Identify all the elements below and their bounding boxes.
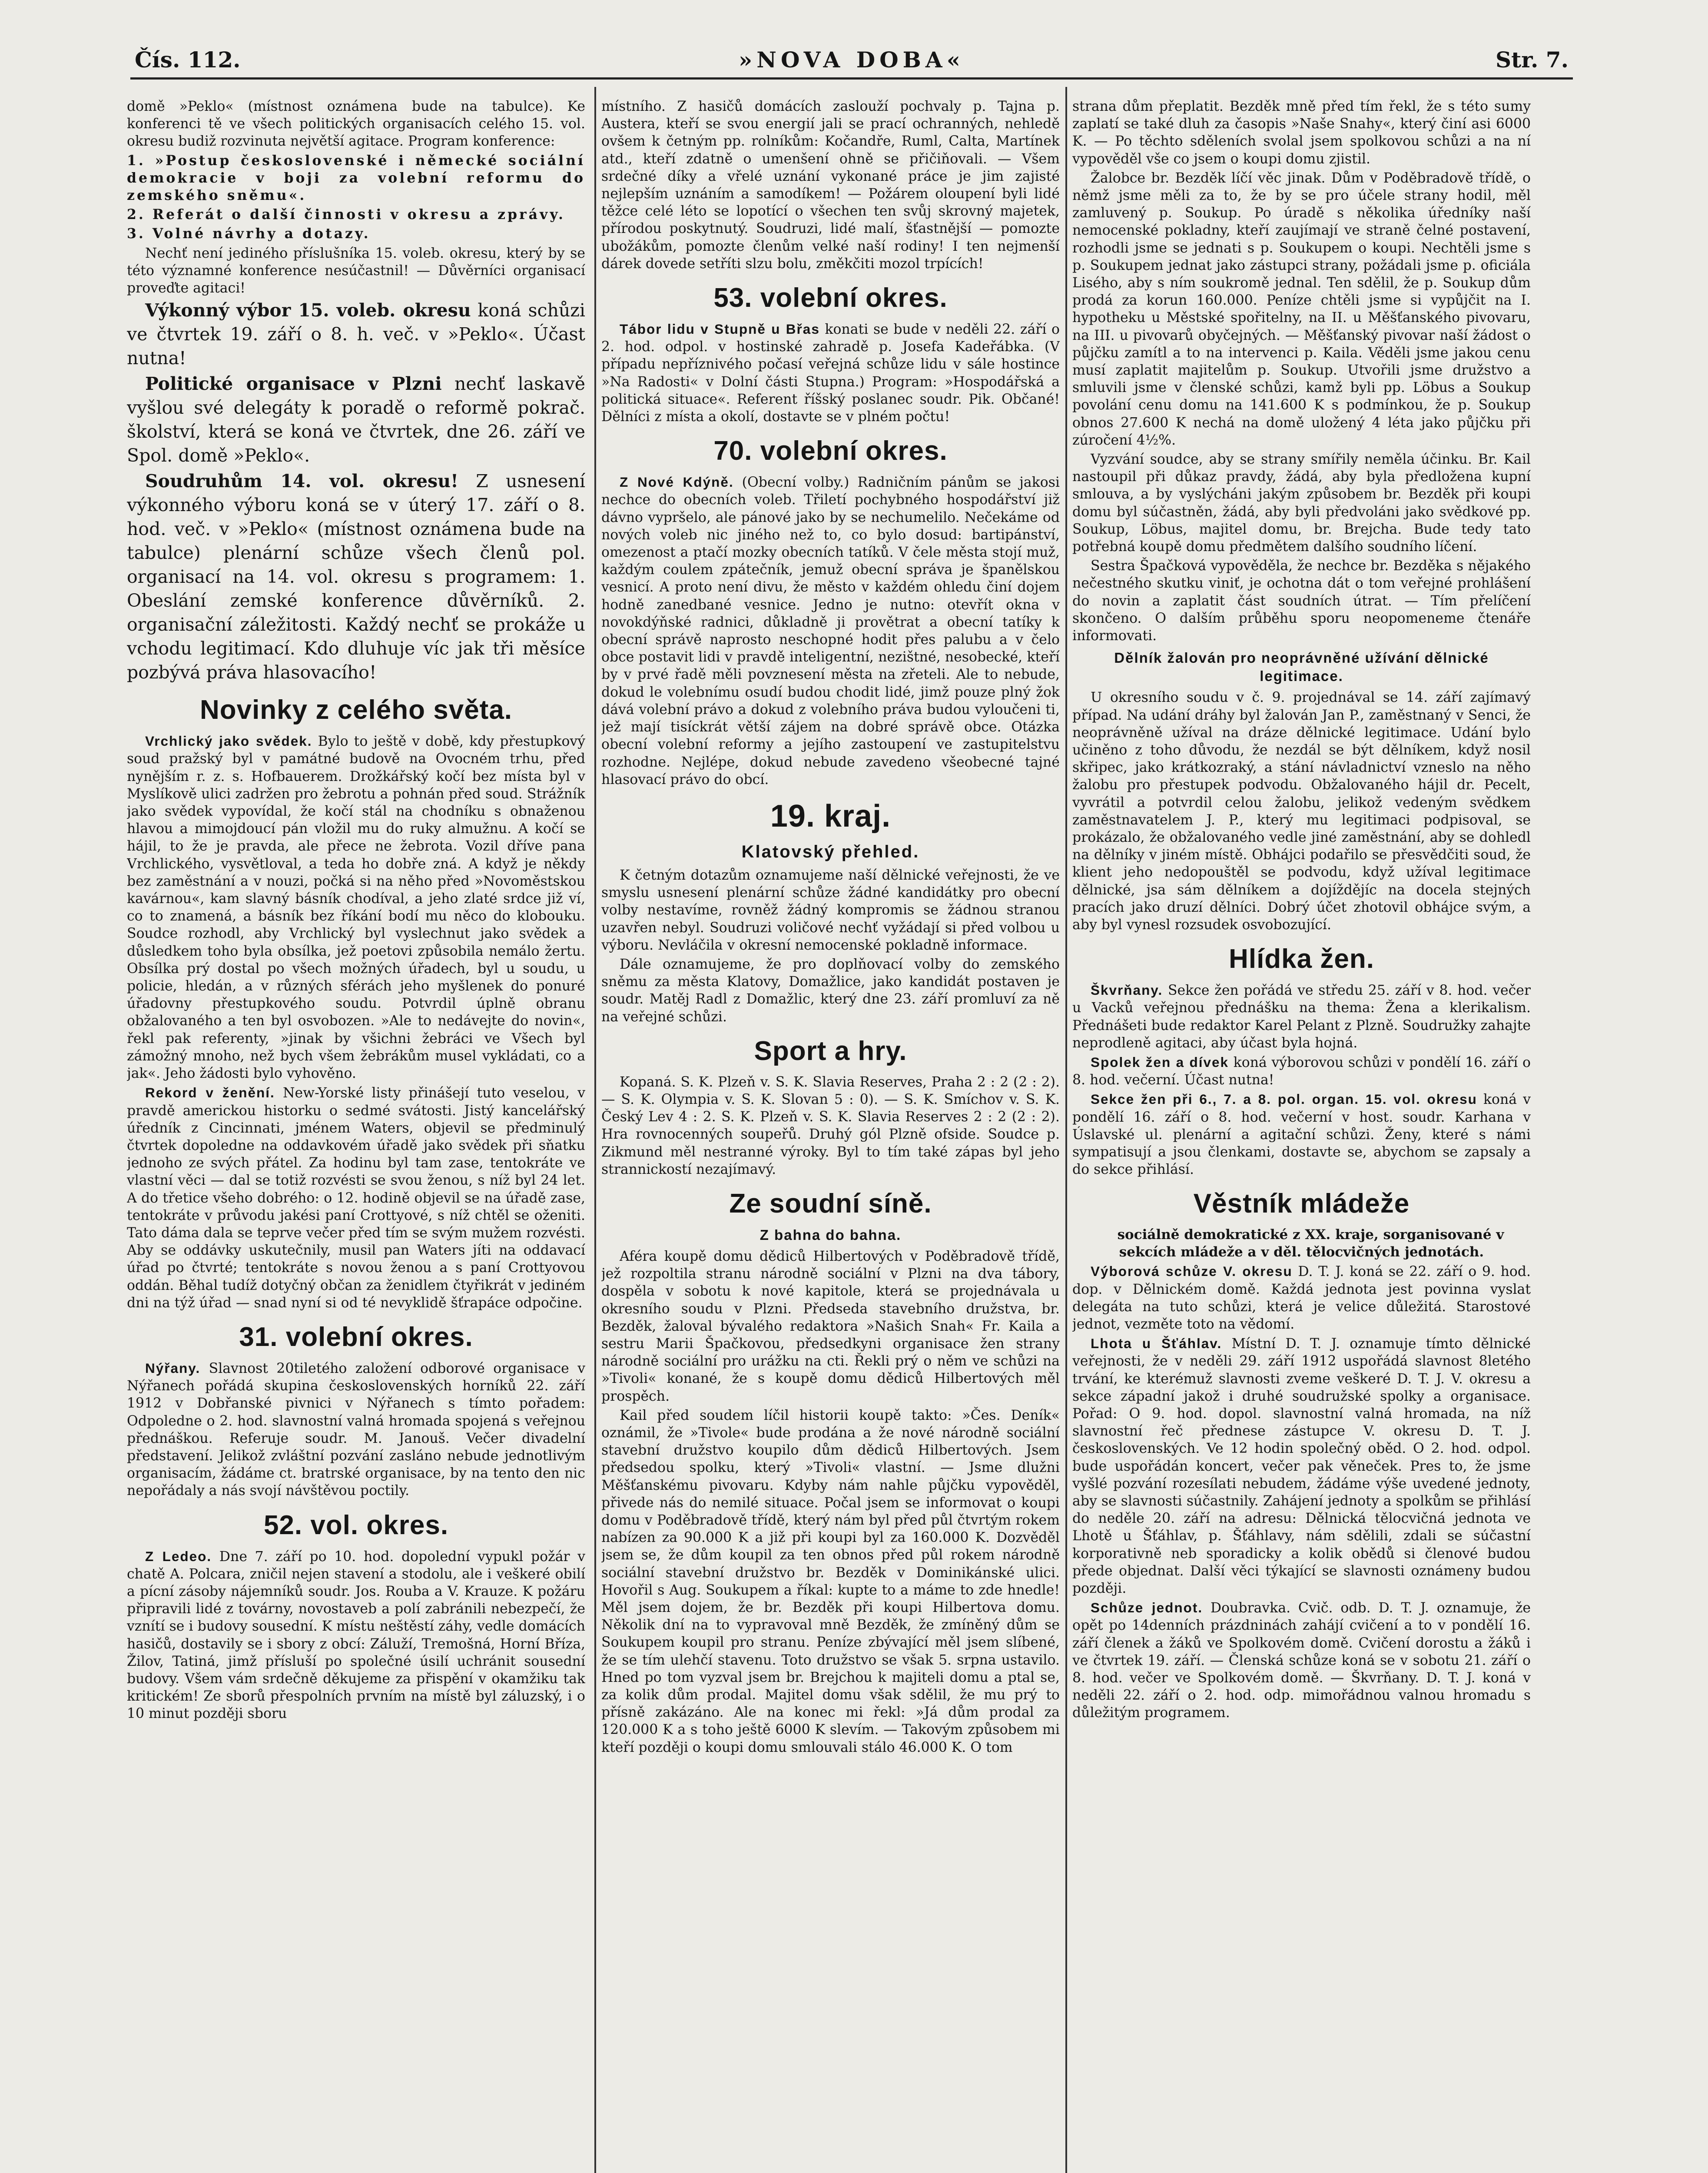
article-paragraph: domě »Peklo« (místnost oznámena bude na tabulce). Ke konferenci tě ve všech politických organisacích celého 15. vol. okresu budiž rozvinuta největší agitace. Program konference: <box>127 99 585 150</box>
section-heading: 31. volební okres. <box>239 1322 473 1352</box>
news-item: Schůze jednot. Doubravka. Cvič. odb. D. T. J. oznamuje, že opět po 14denních prázdninách zahájí cvičení a to v pondělí 16. září členek a žáků ve Spolkovém domě. Cvičení dorostu a žáků i ve čtvrtek 19. září. — Členská schůze koná se v sobotu 21. září o 8. hod. večer ve Spolkovém domě. — Škvrňany. D. T. J. koná v neděli 22. září o 2. hod. odp. mimořádnou valnou hromadu s důležitým programem. <box>1072 1600 1531 1721</box>
article-paragraph: Kail před soudem líčil historii koupě takto: »Čes. Deník« oznámil, že »Tivole« bude prodána a že nové národně sociální stavební družstvo koupilo dům dědiců Hilbertových. Jsem předsedou spolku, který »Tivoli« vlastní. — Jsme dlužni Měšťanskému pivovaru. Kdyby nám nahle půjčku vypověděl, přivede nás do nemilé situace. Počal jsem se informovat o koupi domu v Poděbradově třídě, který nám byl před půl čtvrtým rokem nabízen za 90.000 K a již při koupi byl za 160.000 K. Dozvěděl jsem se, že dům koupil za ten obnos před půl rokem národně sociální stavební družstvo br. Bezděk v Dominikánské ulici. Hovořil s Aug. Soukupem a říkal: kupte to a máme to zde hnedle! Měl jsem dojem, že br. Bezděk při koupi Hilbertova domu. Několik dní na to vypravoval mně Bezděk, že zmíněný dům se Soukupem koupil pro stranu. Peníze zbývající měl jsem slíbené, že se tím ulehčí stavenu. Toto družstvo se však 5. srpna ustavilo. Hned po tom vyzval jsem br. Brejchou k majiteli domu a ptal se, za kolik dům prodal. Majitel domu však sdělil, že mu prý to přísně zakázáno. Ale na konec mi řekl: »Já dům prodal za 120.000 K a s toho ještě 6000 K slevím. — Takovým způsobem mi kteří později o koupi domu smlouvali stálo 46.000 K. O tom <box>601 1407 1060 1755</box>
news-item: Výborová schůze V. okresu D. T. J. koná se 22. září o 9. hod. dop. v Dělnickém domě. Každá jednota jest povinna vyslat delegáta na tuto schůzi, která je velice důležitá. Starostové jednot, vezměte toto na vědomí. <box>1072 1263 1531 1332</box>
news-item: Z Nové Kdýně. (Obecní volby.) Radničním pánům se jakosi nechce do obecních voleb. Třiletí pochybného hospodářství již dávno vypršelo, ale pánové jako by se nechumelilo. Nečekáme od nových voleb nic jiného než to, co bylo dosud: bartipánství, omezenost a ptačí mozky obecních tatíků. V čele města stojí muž, každým coulem zpátečník, jemuž obecní správa je španělskou vesnicí. A proto není divu, že město v každém ohledu činí dojem hodně zanedbané vesnice. Jedno je nutno: otevřít okna v novokdýňské radnici, důkladně ji provětrat a obecní tatíky k obecní správě naprosto neschopné hodit přes palubu a v čelo obce postavit lidi v pravdě inteligentní, nezištné, nesobecké, kteří by v prvé řadě měli povznesení města na zřeteli. Ale to nebude, dokud le volebnímu osudí budou chodit lidé, jimž pouze plný žok dává volební právo a dokud z volebního práva budou vyloučeni ti, jež mají tisíckrát větší zájem na dobré správě obce. Otázka obecní volební reformy a jejího zastoupení ve zastupitelstvu rozhodne. Nejlépe, dokud nebude zavedeno všeobecné tajné hlasovací právo do obcí. <box>601 474 1060 787</box>
section-heading: Ze soudní síně. <box>729 1188 932 1219</box>
news-item: Z Ledeo. Dne 7. září po 10. hod. dopolední vypukl požár v chatě A. Polcara, zničil nejen stavení a stodolu, ale i veškeré obilí a pícní zásoby nájemníků soudr. Jos. Rouba a V. Krauze. K požáru připravili lidé z továrny, novostaveb a polí zabránili nebezpečí, že vznítí se i budovy sousední. K místu neštěstí záhy, vedle domácích hasičů, dostavily se i sbory z obcí: Záluží, Tremošná, Horní Bříza, Žilov, Tatiná, jimž přísluší po společné úsilí uchránit sousední budovy. Všem vám srdečně děkujeme za přispění v okamžiku tak kritickém! Ze sborů přespolních prvním na místě byl záluzský, i o 10 minut později sboru <box>127 1548 585 1722</box>
article-paragraph: Nechť není jediného příslušníka 15. voleb. okresu, který by se této významné konference nesúčastnil! — Důvěrníci organisací proveďte agitaci! <box>127 245 585 296</box>
program-item: 2. Referát o další činnosti v okresu a zprávy. <box>127 206 566 223</box>
program-item: 1. »Postup československé i německé sociální demokracie v boji za volební reformu do zemského sněmu«. <box>127 152 585 204</box>
article-paragraph: Vyzvání soudce, aby se strany smířily neměla účinku. Br. Kail nastoupil při důkaz pravdy, žádá, aby byla předložena kupní smlouva, a by vyslýcháni jakým způsobem br. Bezděk při koupi domu byl súčastněn, žádá, aby byli předvoláni jako svědkové pp. Soukup, Löbus, majitel domu, br. Brejcha. Bude tedy tato potřebná koupě domu předmětem dalšího soudního líčení. <box>1072 452 1531 555</box>
section-subtitle: sociálně demokratické z XX. kraje, sorganisované v sekcích mládeže a v děl. tělocvičných jednotách. <box>1117 1227 1504 1260</box>
page-number: Str. 7. <box>1496 47 1569 73</box>
page-header <box>130 47 1573 80</box>
article-paragraph: Žalobce br. Bezděk líčí věc jinak. Dům v Poděbradově třídě, o němž jsme měli za to, že by se pro účele strany hodil, měl zamluvený p. Soukup. Po úradě s několika úředníky naší nemocenské pokladny, kteří zaujímají ve straně čelné postavení, rozhodli jsme se jednati s p. Soukupem o koupi. Nechtěli jsme s p. Soukupem jednat jako zástupci strany, požádali jsme p. oficiála Lisého, aby s ním soukromě jednal. Ten sdělil, že p. Soukup dům prodá za korun 160.000. Peníze chtěli jsme si vypůjčit na I. hypotheku u Městské spořitelny, na II. u Měšťanského pivovaru, na III. u pivovarů obyčejných. — Měšťanský pivovar naší žádost o půjčku zamítl a to na intervenci p. Kaila. Věděli jsme jakou cenu musí zaplatit majitelům p. Soukup. Utvořili jsme družstvo a smluvili jsme v členské schůzi, kamž byli pp. Löbus a Soukup povolání cenu domu na 141.600 K s podmínkou, že p. Soukup obnos 27.600 K nechá na domě uložený 4 léta jako půjčku při zúročení 4½%. <box>1072 170 1531 448</box>
section-heading: Věstník mládeže <box>1193 1189 1410 1219</box>
section-heading: 52. vol. okres. <box>263 1510 449 1540</box>
issue-number: Čís. 112. <box>135 47 241 73</box>
article-paragraph: Aféra koupě domu dědiců Hilbertových v Poděbradově třídě, jež rozpoltila stranu národně sociální v Plzni na dva tábory, dospěla v sobotu k nové kapitole, která se projednávala u okresního soudu v Plzni. Předseda stavebního družstva, br. Bezděk, žaloval bývalého redaktora »Našich Snah« Fr. Kaila a sestru Marii Špačkovou, předsedkyni organisace žen strany národně sociální pro urážku na cti. Řekli prý o něm ve schůzi na »Tivoli« konané, že s koupě domu dědiců Hilbertových měl prospěch. <box>601 1248 1060 1404</box>
news-item: Tábor lidu v Stupně u Břas konati se bude v neděli 22. září o 2. hod. odpol. v hostinské zahradě p. Josefa Kadeřábka. (V případu nepříznivého počasí veřejná schůze lidu v sále hostince »Na Radosti« v Dolní části Stupna.) Program: »Hospodářská a politická situace«. Referent říšský poslanec soudr. Pik. Občané! Dělníci z místa a okolí, dostavte se v plném počtu! <box>601 321 1060 425</box>
notice-paragraph: Soudruhům 14. vol. okresu! Z usnesení výkonného výboru koná se v úterý 17. září o 8. hod. več. v »Peklo« (místnost oznámena bude na tabulce) plenární schůze všech členů pol. organisací na 14. vol. okresu s programem: 1. Obeslání zemské konference důvěrníků. 2. organisační záležitosti. Každý nechť se prokáže u vchodu legitimací. Kdo dluhuje víc jak tři měsíce pozbývá práva hlasovacího! <box>127 471 585 683</box>
section-heading: 53. volební okres. <box>713 283 948 313</box>
news-item: Škvrňany. Sekce žen pořádá ve středu 25. září v 8. hod. večer u Vacků veřejnou přednášku na thema: Žena a klerikalism. Přednášeti bude redaktor Karel Pelant z Plzně. Soudružky zahajte neprodleně agitaci, aby účast byla hojná. <box>1072 982 1531 1051</box>
column-1 <box>127 98 585 2173</box>
column-2 <box>601 98 1060 2173</box>
section-heading: 19. kraj. <box>770 798 891 834</box>
news-item: Spolek žen a dívek koná výborovou schůzi v pondělí 16. září o 8. hod. večerní. Účast nutna! <box>1072 1054 1531 1088</box>
article-paragraph: Dále oznamujeme, že pro doplňovací volby do zemského sněmu za města Klatovy, Domažlice, jako kandidát postaven je soudr. Matěj Radl z Domažlic, který dne 23. září promluví za ně na veřejné schůzi. <box>601 956 1060 1025</box>
article-paragraph: K četným dotazům oznamujeme naší dělnické veřejnosti, že ve smyslu usnesení plenární schůze žádné kandidátky pro obecní volby nestavíme, rovněž žádný kompromis se žádnou stranou uzavřen nebyl. Soudruzi voličové nechť vyžádají si před volbou u výboru. Nevláčila v okresní nemocenské pokladně informace. <box>601 867 1060 953</box>
section-heading: Novinky z celého světa. <box>199 695 513 725</box>
article-paragraph: strana dům přeplatit. Bezděk mně před tím řekl, že s této sumy zaplatí se také dluh za časopis »Naše Snahy«, který činí asi 6000 K. — Po těchto sděleních svolal jsem spolkovou schůzi a na ní vypověděl vše co jsem o koupi domu zjistil. <box>1072 99 1531 167</box>
news-item: Sekce žen při 6., 7. a 8. pol. organ. 15. vol. okresu koná v pondělí 16. září o 8. hod. večerní v host. soudr. Karhana v Úslavské ul. plenární a agitační schůzi. Ženy, které s námi sympatisují a jsou členkami, dostavte se, abychom se zapsaly a do sekce přihlásí. <box>1072 1091 1531 1178</box>
section-heading: Hlídka žen. <box>1229 944 1374 974</box>
news-item: Rekord v ženění. New-Yorské listy přinášejí tuto veselou, v pravdě americkou historku o sedmé svátosti. Jistý kancelářský úředník z Cincinnati, jménem Waters, objevil se předminulý čtvrtek dopoledne na oddavkovém úřadě jako svědek při sňatku jednoho ze svých přátel. Za hodinu byl tam zase, tentokráte ve vlastní věci — dal se totiž rozvésti se svou ženou, s níž byl 24 let. A do třetice všeho dobrého: o 12. hodině objevil se na úřadě zase, tentokráte v průvodu jakési paní Crottyové, s níž chtěl se oženiti. Tato dáma dala se teprve večer před tím se svým mužem rozvésti. Aby se oddávky uskutečnily, musil pan Waters jíti na oddavací úřad po čtvrté; tentokráte s novou ženou a s paní Crottyovou oddán. Běhal tudíž dotyčný občan za ženidlem čtyřikrát v jediném dni na týž úřad — snad nyní si od té nevyklidě šťrapáce odpočine. <box>127 1085 585 1311</box>
column-divider <box>594 87 596 2173</box>
notice-paragraph: Politické organisace v Plzni nechť laskavě vyšlou své delegáty k poradě o reformě pokrač. školství, která se koná ve čtvrtek, dne 26. září ve Spol. domě »Peklo«. <box>127 373 585 466</box>
section-heading: Sport a hry. <box>754 1036 907 1066</box>
column-divider <box>1065 87 1067 2173</box>
subsection-heading: Klatovský přehled. <box>741 842 920 861</box>
article-paragraph: U okresního soudu v č. 9. projednával se 14. září zajímavý případ. Na udání dráhy byl žalován Jan P., zaměstnaný v Senci, že neoprávněně užíval na dráze dělnické legitimace. Udání bylo učiněno z toho důvodu, že nezdál se být dělníkem, když nosil skřipec, jako krátkozraký, a stání návladnictví vzneslo na něho žalobu pro přestupek podvodu. Obžalovaného hájil dr. Pecelt, vyvrátil a potvrdil celou žalobu, jelikož vedeným svědkem zaměstnavatelem J. P., který mu legitimaci podpisoval, se prokázalo, že obžalovaného vedle jiné zaměstnání, aby se dohledl na dělníky v jiném místě. Obhájci podařilo se přesvědčiti soud, že klient jeho nedopouštěl se podvodu, když užíval legitimace dělnické, jsa sám dělníkem a dojíždějíc na docela stejných pracích jako druzí dělníci. Dobrý účet zhotovil obhájce svým, a aby byl vynesl rozsudek osvobozující. <box>1072 690 1531 933</box>
article-paragraph: Kopaná. S. K. Plzeň v. S. K. Slavia Reserves, Praha 2 : 2 (2 : 2). — S. K. Olympia v. S. K. Slovan 5 : 0). — S. K. Smíchov v. S. K. Český Lev 4 : 2. S. K. Plzeň v. S. K. Slavia Reserves 2 : 2 (2 : 2). Hra rovnocenných soupeřů. Druhý gól Plzně ofside. Soudce p. Zikmund měl nestranné výroky. Byl to tím také zápas byl jeho strannickostí nezajímavý. <box>601 1074 1060 1177</box>
subsection-heading: Dělník žalován pro neoprávněné užívání dělnické legitimace. <box>1114 650 1489 684</box>
newspaper-title: »NOVA DOBA« <box>739 47 965 73</box>
news-item: Vrchlický jako svědek. Bylo to ještě v době, kdy přestupkový soud pražský byl v památné budově na Ovocném trhu, před nynějším r. z. s. Hofbauerem. Drožkářský kočí bez místa byl v Myslíkově ulici zadržen pro žebrotu a pohnán před soud. Strážník jako svědek vypovídal, že kočí stál na chodníku s obnaženou hlavou a mimojdoucí pán vložil mu do ruky almužnu. A kočí se hájil, to že je pravda, ale přece ne žebrota. Vozil dříve pana Vrchlického, vysvětloval, a teda ho dobře zná. A když je někdy bez zaměstnání a v nouzi, počká si na něho před »Novoměstskou kavárnou«, kam slavný básník chodíval, a jeho zlaté srdce již ví, co to znamená, a básník bez říkání bodí mu něco do klobouku. Soudce rozhodl, aby Vrchlický byl vyslechnut jako svědek a důsledkem toho byla obsílka, jež poetovi způsobila nemálo žertu. Obsílka prý dostal po všech možných úřadech, byl u soudu, u policie, hledán, a v různých sférách jeho myšlenek do ponuré úřadovny přestupkového soudu. Potvrdil úplně obranu obžalovaného a ten byl osvobozen. »Ale to nedávejte do novin«, řekl pak referenty, »jinak by všichni žebráci ve Všech byl zámožný mnoho, než bych všem žebrákům musel vykládati, co a jak«. Jeho žádosti bylo vyhověno. <box>127 733 585 1082</box>
subsection-heading: Z bahna do bahna. <box>759 1226 902 1243</box>
news-item: Lhota u Šťáhlav. Místní D. T. J. oznamuje tímto dělnické veřejnosti, že v neděli 29. září 1912 uspořádá slavnost 8letého trvání, ke kterémuž slavnosti zveme veškeré D. T. J. V. okresu a sekce západní jakož i druhé soudružské spolky a organisace. Pořad: O 9. hod. dopol. slavnostní valná hromada, na níž slavnostní řeč přednese zástupce V. okresu D. T. J. československých. Ve 12 hodin společný oběd. O 2. hod. odpol. bude uspořádán koncert, večer pak věneček. Pres to, že jsme vyšlé pozvání rozesílati nebudem, žádáme výše uvedené jednoty, aby se slavnosti súčastnily. Zahájení jednoty a spolkům se přihlásí do neděle 20. září na adresu: Dělnická tělocvičná jednota ve Lhotě u Šťáhlav, p. Šťáhlavy, nám sdělili, zdali se súčastní korporativně neb sporadicky a kolik obědů si členové budou přede objednat. Další věci týkající se slavnosti oznámeny budou později. <box>1072 1336 1531 1597</box>
article-paragraph: Sestra Špačková vypověděla, že nechce br. Bezděka s nějakého nečestného skutku viniť, je ochotna dát o tom veřejné prohlášení do novin a zaplatit část soudních útrat. — Tím přelíčení skončeno. O dalším průběhu sporu neopomeneme čtenáře informovati. <box>1072 558 1531 644</box>
notice-paragraph: Výkonný výbor 15. voleb. okresu koná schůzi ve čtvrtek 19. září o 8. h. več. v »Peklo«. Účast nutna! <box>127 300 585 369</box>
news-item: Nýřany. Slavnost 20tiletého založení odborové organisace v Nýřanech pořádá skupina československých horníků 22. září 1912 v Dobřanské pivnici v Nýřanech s tímto pořadem: Odpoledne o 2. hod. slavnostní valná hromada spojená s veřejnou přednáškou. Referuje soudr. M. Janouš. Večer divadelní představení. Jelikož zvláštní pozvání zasláno nebude jednotlivým organisacím, žádáme ct. bratrské organisace, by na tento den nic nepořádaly a nás svojí návštěvou poctily. <box>127 1360 585 1499</box>
program-item: 3. Volné návrhy a dotazy. <box>127 226 371 242</box>
section-heading: 70. volební okres. <box>713 436 948 466</box>
article-paragraph: místního. Z hasičů domácích zaslouží pochvaly p. Tajna p. Austera, kteří se svou energií jali se prací ochranných, nehledě ovšem k četným pp. rolníkům: Kočandře, Ruml, Calta, Martínek atd., kteří zdatně o umenšení ohně se přičiňovali. — Všem srdečné díky a vřelé uznání vykonané práce je jim zajisté nejlepším uznáním a samodíkem! — Požárem oloupení byli lidé těžce celé léto se lopotící o všechen ten svůj skrovný majetek, přírodou poskytnutý. Soudruzi, lidé malí, šťastnější — pomozte ubožákům, pomozte členům velké naší rodiny! I ten nejmenší dárek dovede setříti slzu bolu, změkčiti mozol trpících! <box>601 99 1060 272</box>
column-3 <box>1072 98 1531 2173</box>
